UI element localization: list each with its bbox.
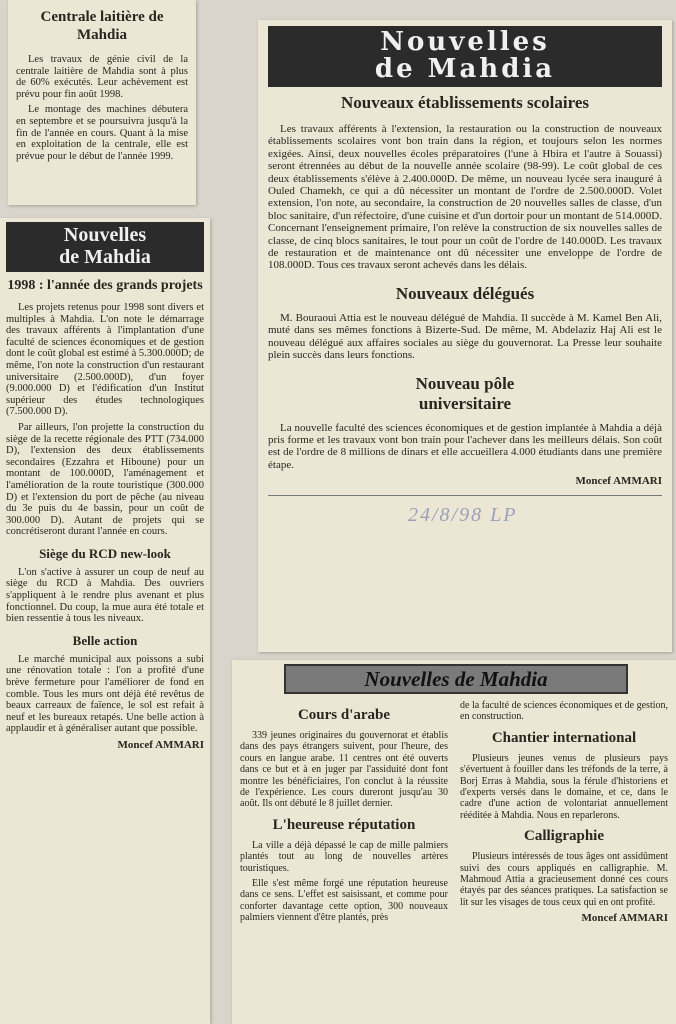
article-headline: 1998 : l'année des grands projets — [7, 278, 203, 293]
section-paragraph: La ville a déjà dépassé le cap de mille palmiers plantés tout au long de nouvelles artères touristiques. — [240, 839, 448, 874]
section-title: Nouveaux délégués — [395, 283, 535, 303]
author-signature: Moncef AMMARI — [117, 739, 204, 751]
masthead-line: Nouvelles — [63, 224, 147, 246]
clipping-centrale-laitiere — [8, 0, 196, 205]
section-paragraph: Plusieurs jeunes venus de plusieurs pays s'évertuent à fouiller dans les tréfonds de la terre, à Borj Erras à Mahdia, sous la férule d'historiens et d'experts versés dans le domaine, et ce, dans le cadre d'une action de volontariat annuellement rééditée à Mahdia. Nous en reparlerons. — [460, 752, 668, 821]
section-paragraph: 339 jeunes originaires du gouvernorat et établis dans des pays étrangers suivent, pour l'heure, des cours en langue arabe. 11 centres ont été ouverts dans ce but et à en juger par l'assiduité dont font montre les bénéficiaires, l'on conclut à la réussite de l'expérience. Les cours dureront jusqu'au 30 août. Ils ont débuté le 8 juillet dernier. — [240, 730, 448, 810]
section-title: Nouveaux établissements scolaires — [340, 93, 590, 112]
masthead-line: Nouvelles — [380, 27, 550, 57]
masthead-line: de Mahdia — [374, 54, 556, 84]
article-paragraph: Par ailleurs, l'on projette la construction du siège de la recette régionale des PTT (734.000 D), l'extension des deux établissements secondaires (Ezzahra et Hiboune) pour un montant de 100.000D, l'aménagement et l'amélioration de la route touristique (300.000 D) et l'extension du port de pêche (au niveau du 3e puis du 4e bassin, pour un coût de 300.000 D). Autant de projets qui se concrétiseront durant l'année en cours. — [6, 421, 204, 538]
clipping-nouvelles-de-mahdia — [258, 20, 672, 652]
article-paragraph: Les projets retenus pour 1998 sont divers et multiples à Mahdia. L'on note le démarrage des travaux afférents à l'implantation d'une faculté de sciences économiques et de gestion dont le coût global est estimé à 5.300.000D; de même, l'on note la construction d'un restaurant universitaire (2.500.000D), d'un foyer (9.000.000 D) et l'édification d'un Institut supérieur des études technologiques (7.500.000 D). — [6, 302, 204, 418]
handwritten-date-strip — [268, 495, 662, 538]
section-paragraph: Elle s'est même forgé une réputation heureuse dans ce sens. L'effet est saisissant, et comme pour conforter davantage cette option, 300 nouveaux palmiers viennent d'être plantés, près — [240, 878, 448, 924]
author-signature: Moncef AMMARI — [581, 912, 668, 925]
article-paragraph: Les travaux de génie civil de la centrale laitière de Mahdia sont à plus de 60% exécutés. Leur achèvement est prévu pour fin août 1998. — [16, 54, 188, 100]
article-paragraph: Le montage des machines débutera en septembre et se poursuivra jusqu'à la fin de l'année en cours. Quant à la mise en exploitation de la centrale, elle est prévue pour le début de l'année 1999. — [16, 104, 188, 162]
section-paragraph: Le marché municipal aux poissons a subi une rénovation totale : l'on a profité d'une brève fermeture pour l'améliorer de fond en comble. Tous les murs ont déjà été revêtus de beaux carreaux de faïence, le sol est refait à neuf et les bureaux retapés. Une belle action à applaudir et à généraliser autant que possible. — [6, 653, 204, 735]
right-column — [460, 700, 668, 928]
section-title: Calligraphie — [523, 828, 604, 845]
masthead: Nouvelles de Mahdia — [284, 664, 628, 694]
section-title: Cours d'arabe — [297, 707, 391, 723]
article-title: Centrale laitière de Mahdia — [40, 9, 164, 43]
handwritten-date: 24/8/98 LP — [408, 504, 518, 527]
title-line: Nouveau pôle — [415, 373, 515, 393]
clipping-cours-arabe — [232, 660, 676, 1024]
title-line: universitaire — [418, 393, 512, 413]
section-title: Siège du RCD new-look — [39, 545, 171, 561]
masthead-line: de Mahdia — [59, 246, 151, 268]
section-paragraph: de la faculté de sciences économiques et de gestion, en construction. — [460, 700, 668, 723]
clipping-grands-projets — [0, 218, 210, 1024]
section-title — [268, 374, 662, 414]
section-title: Belle action — [72, 632, 138, 648]
section-paragraph: Les travaux afférents à l'extension, la restauration ou la construction de nouveaux établissements scolaires vont bon train dans la région, et toujours selon les normes exigées. Ainsi, deux nouvelles écoles préparatoires (l'une à Hbira et l'autre à Souassi) seront étrennées au début de la nouvelle année scolaire (98-99). Le coût global de ces deux établissements s'élève à 2.400.000D. De même, un nouveau lycée sera inauguré à Ouled Chamekh, ce qui a dû nécessiter un montant de l'ordre de 2.500.000D. Volet extension, l'on note, au secondaire, la construction de 20 nouvelles salles de classe, d'un bloc sanitaire, d'un réfectoire, d'une cuisine et d'un dortoir pour un montant de 514.000D. Concernant l'enseignement primaire, l'on relève la construction de six nouvelles salles de classe, de cinq blocs sanitaires, le tout pour un coût de l'ordre de 140.000D. Les travaux de restauration et de maintenance ont dû nécessiter une enveloppe de l'ordre de 108.000D. Tous ces travaux seront achevés dans les délais. — [268, 123, 662, 272]
section-title: L'heureuse réputation — [272, 816, 416, 833]
left-column — [240, 700, 448, 928]
masthead — [268, 26, 662, 87]
section-paragraph: Plusieurs intéressés de tous âges ont assidûment suivi des cours appliqués en calligraphie. M. Mahmoud Attia a gracieusement donné ces cours étayés par des séances pratiques. La satisfaction se lit sur les visages de tous ceux qui en ont profité. — [460, 851, 668, 908]
masthead — [6, 222, 204, 272]
author-signature: Moncef AMMARI — [575, 475, 662, 488]
section-paragraph: M. Bouraoui Attia est le nouveau délégué de Mahdia. Il succède à M. Kamel Ben Ali, muté dans ses mêmes fonctions à Bizerte-Sud. De même, M. Abdelaziz Haj Ali est le nouveau délégué aux affaires sociales au siège du gouvernorat. La Presse leur souhaite plein succès dans leurs fonctions. — [268, 311, 662, 362]
article-columns — [240, 700, 668, 928]
section-title: Chantier international — [491, 729, 637, 746]
section-paragraph: La nouvelle faculté des sciences économiques et de gestion implantée à Mahdia a déjà pris forme et les travaux vont bon train pour l'achever dans les meilleurs délais. Son coût est de l'ordre de 8 millions de dinars et elle accueillera 4.000 étudiants dans une première étape. — [268, 421, 662, 471]
section-paragraph: L'on s'active à assurer un coup de neuf au siège du RCD à Mahdia. Des ouvriers s'appliquent à le rendre plus avenant et plus fonctionnel. Du coup, la mue aura été totale et bien ressentie à tous les niveaux. — [6, 566, 204, 625]
